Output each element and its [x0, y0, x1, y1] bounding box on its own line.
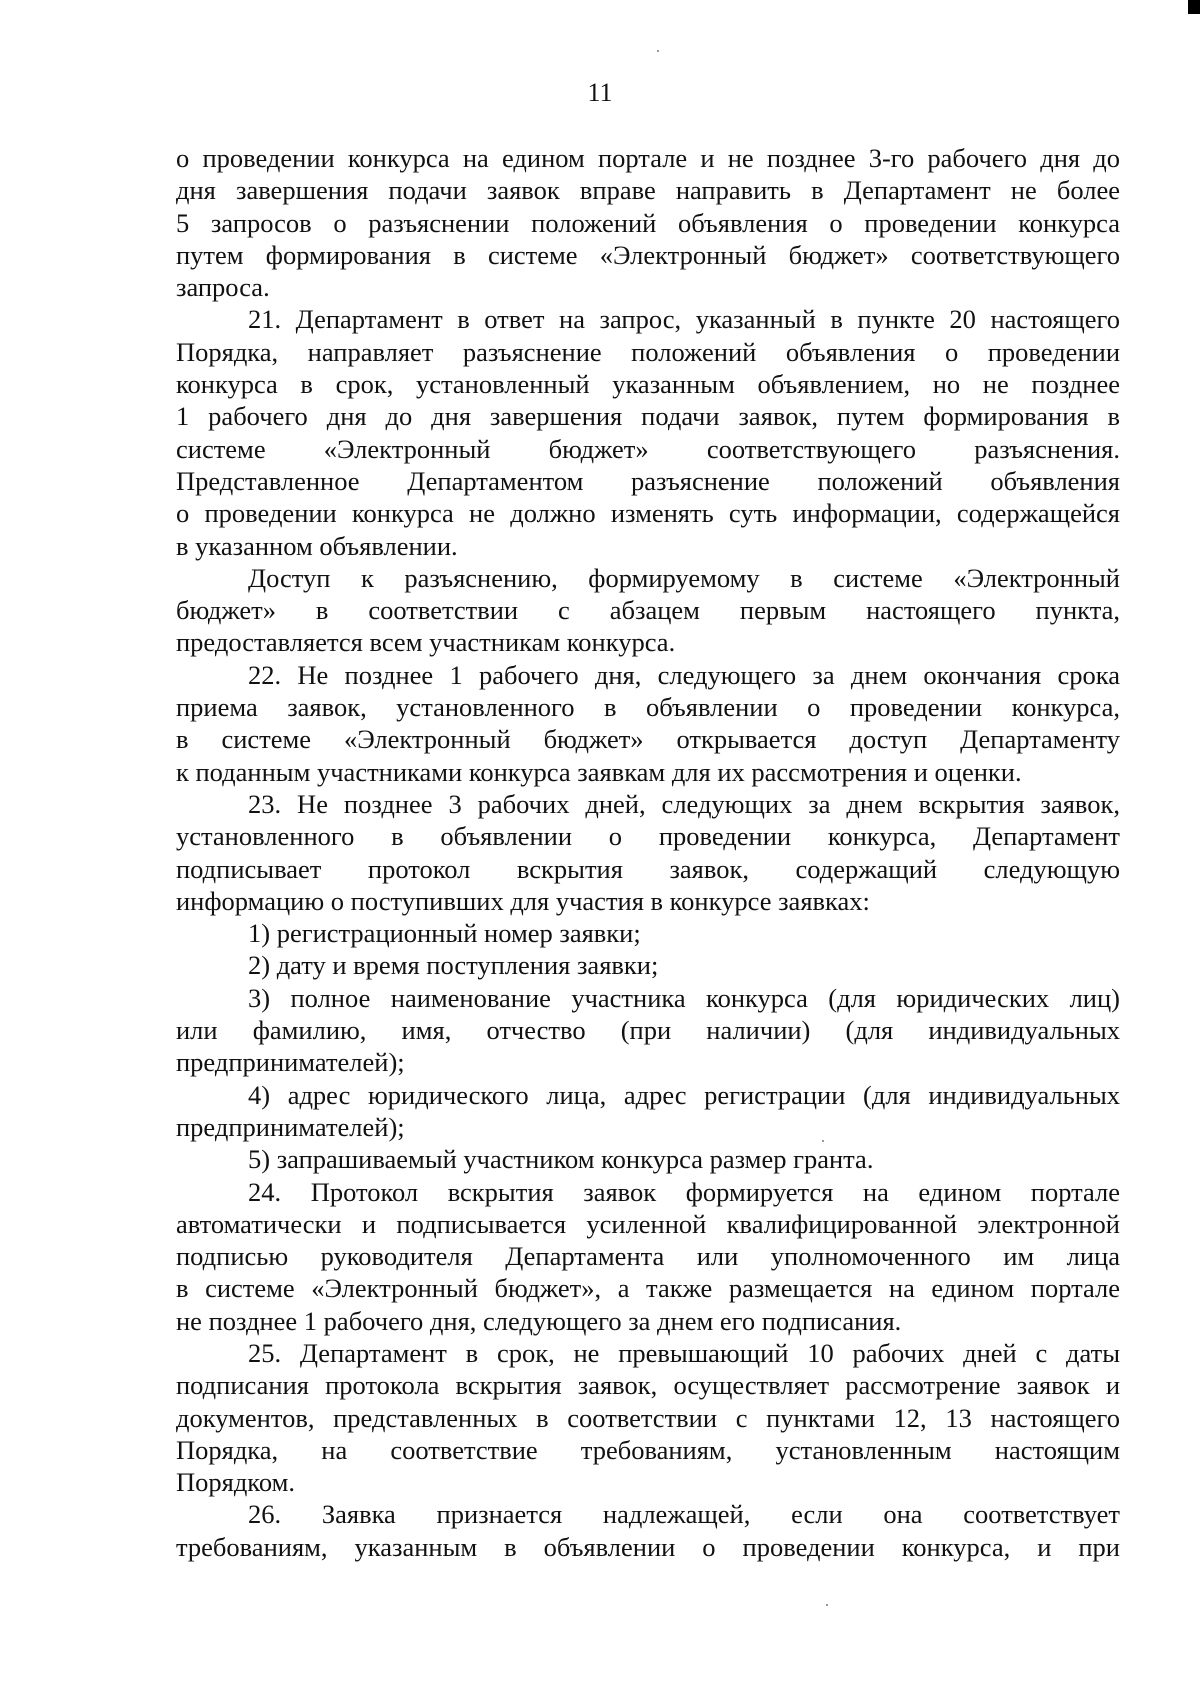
text-line: 25. Департамент в срок, не превышающий 10 рабочих дней с даты	[248, 1337, 1120, 1368]
text-line: предпринимателей);	[176, 1111, 405, 1142]
text-line: документов, представленных в соответствии с пунктами 12, 13 настоящего	[176, 1402, 1120, 1433]
text-line: установленного в объявлении о проведении конкурса, Департамент	[176, 821, 1120, 852]
text-line: информацию о поступивших для участия в конкурсе заявках:	[176, 885, 870, 916]
text-line: в указанном объявлении.	[176, 530, 458, 561]
text-line: 1 рабочего дня до дня завершения подачи заявок, путем формирования в	[176, 401, 1120, 432]
text-line: подписывает протокол вскрытия заявок, содержащий следующую	[176, 853, 1120, 884]
text-line: 24. Протокол вскрытия заявок формируется на едином портале	[248, 1176, 1120, 1207]
text-line: Порядка, направляет разъяснение положений объявления о проведении	[176, 336, 1120, 367]
text-line: приема заявок, установленного в объявлении о проведении конкурса,	[176, 692, 1120, 723]
text-line: 3) полное наименование участника конкурса (для юридических лиц)	[248, 982, 1120, 1013]
text-line: 26. Заявка признается надлежащей, если она соответствует	[248, 1499, 1120, 1530]
text-line: Представленное Департаментом разъяснение положений объявления	[176, 465, 1120, 496]
scan-speck	[822, 1140, 824, 1142]
text-line: конкурса в срок, установленный указанным объявлением, но не позднее	[176, 369, 1120, 400]
text-line: в системе «Электронный бюджет» открывается доступ Департаменту	[176, 724, 1120, 755]
text-line: 22. Не позднее 1 рабочего дня, следующего за днем окончания срока	[248, 659, 1120, 690]
document-body	[176, 142, 1120, 1563]
text-line: предоставляется всем участникам конкурса.	[176, 627, 676, 658]
text-line: или фамилию, имя, отчество (при наличии) (для индивидуальных	[176, 1015, 1120, 1046]
page-number: 11	[587, 78, 613, 107]
text-line: о проведении конкурса на едином портале и не позднее 3-го рабочего дня до	[176, 143, 1120, 173]
text-line: требованиям, указанным в объявлении о проведении конкурса, и при	[176, 1531, 1120, 1562]
text-line: в системе «Электронный бюджет», а также размещается на едином портале	[176, 1273, 1120, 1304]
text-line: 5) запрашиваемый участником конкурса размер гранта.	[248, 1144, 874, 1175]
text-line: 21. Департамент в ответ на запрос, указанный в пункте 20 настоящего	[248, 304, 1120, 335]
text-line: 5 запросов о разъяснении положений объявления о проведении конкурса	[176, 207, 1120, 238]
text-line: запроса.	[176, 272, 270, 303]
text-line: автоматически и подписывается усиленной квалифицированной электронной	[176, 1208, 1120, 1239]
text-line: 2) дату и время поступления заявки;	[248, 950, 659, 981]
scan-speck	[826, 1604, 828, 1606]
text-line: предпринимателей);	[176, 1047, 405, 1078]
text-line: 4) адрес юридического лица, адрес регистрации (для индивидуальных	[248, 1079, 1120, 1110]
text-line: бюджет» в соответствии с абзацем первым настоящего пункта,	[176, 595, 1120, 626]
scan-edge-mark	[1188, 0, 1200, 14]
text-line: Порядком.	[176, 1467, 295, 1498]
text-line: подписью руководителя Департамента или уполномоченного им лица	[176, 1241, 1120, 1272]
text-line: не позднее 1 рабочего дня, следующего за днем его подписания.	[176, 1305, 902, 1336]
text-line: к поданным участниками конкурса заявкам для их рассмотрения и оценки.	[176, 756, 1022, 787]
text-line: 23. Не позднее 3 рабочих дней, следующих за днем вскрытия заявок,	[248, 788, 1120, 819]
text-lines	[176, 142, 1120, 1563]
text-line: Доступ к разъяснению, формируемому в системе «Электронный	[248, 562, 1120, 593]
scan-speck	[657, 50, 659, 52]
text-line: путем формирования в системе «Электронный бюджет» соответствующего	[176, 239, 1120, 270]
text-line: подписания протокола вскрытия заявок, осуществляет рассмотрение заявок и	[176, 1370, 1120, 1401]
text-line: о проведении конкурса не должно изменять суть информации, содержащейся	[176, 498, 1120, 529]
text-line: системе «Электронный бюджет» соответствующего разъяснения.	[176, 433, 1120, 464]
text-line: дня завершения подачи заявок вправе направить в Департамент не более	[176, 175, 1120, 206]
text-line: Порядка, на соответствие требованиям, установленным настоящим	[176, 1434, 1120, 1465]
text-line: 1) регистрационный номер заявки;	[248, 918, 641, 949]
